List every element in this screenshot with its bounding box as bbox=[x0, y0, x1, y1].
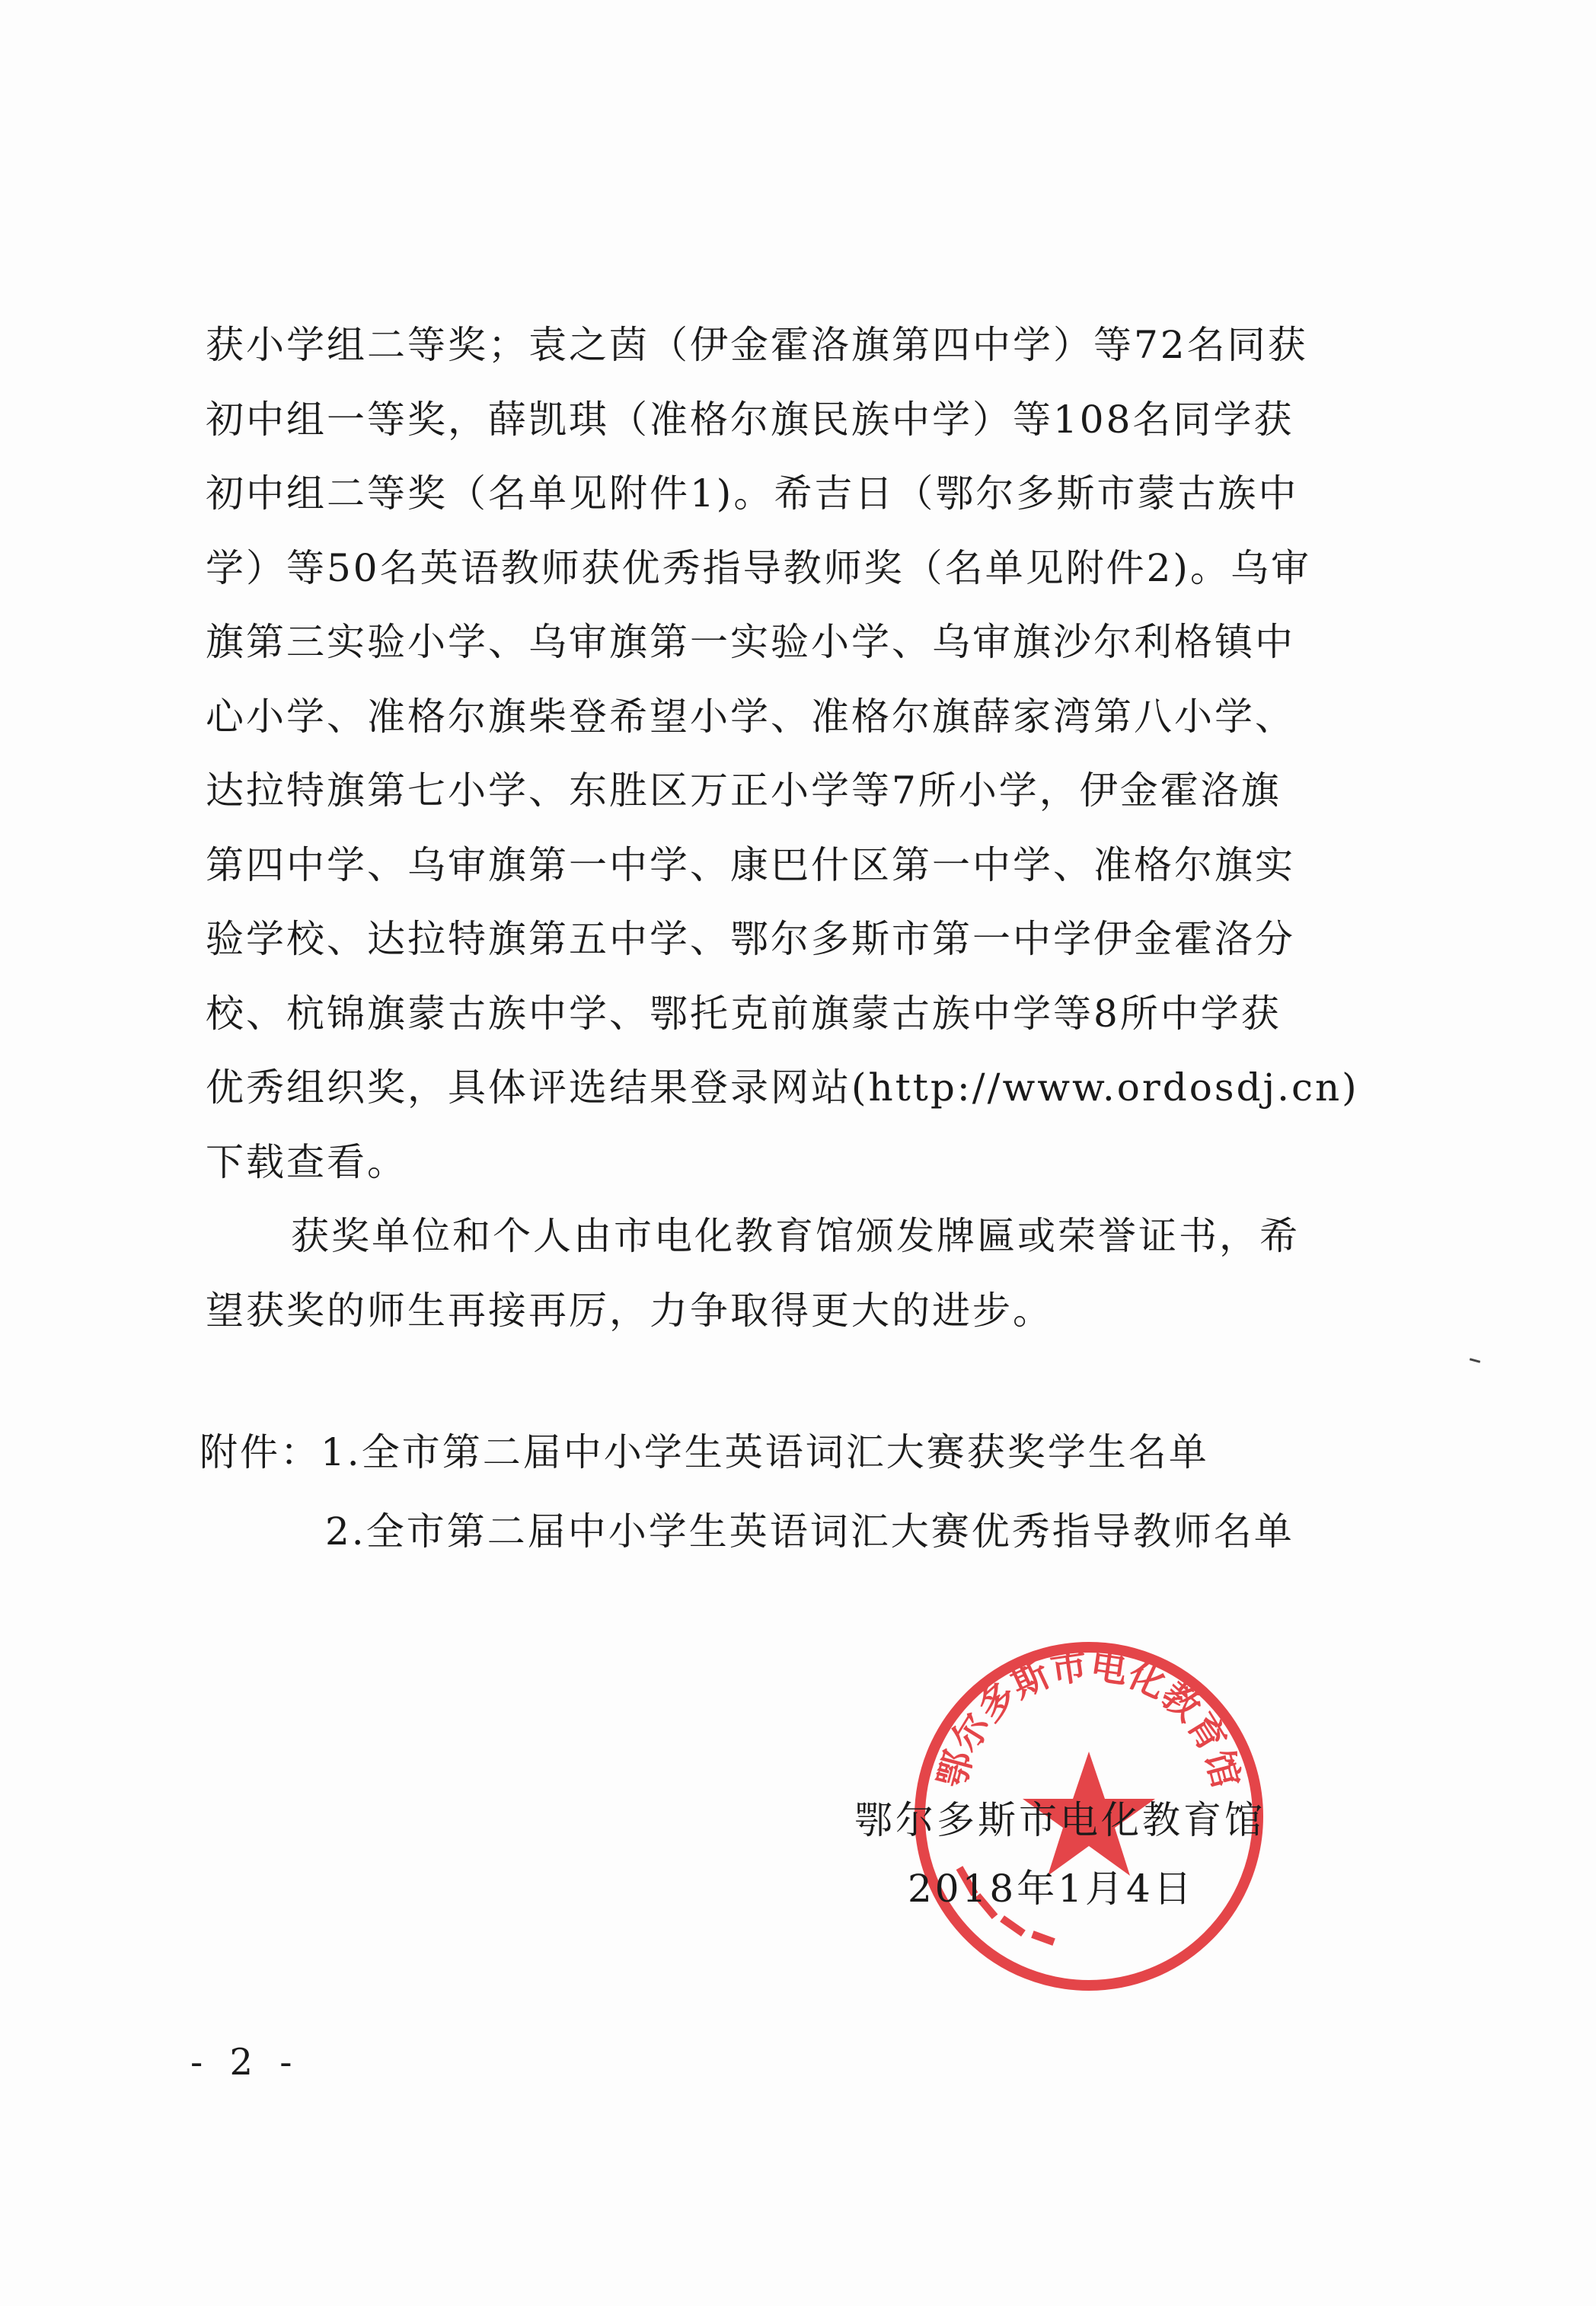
body-text bbox=[206, 308, 1393, 1348]
page-number: - 2 - bbox=[190, 2041, 300, 2084]
attachments bbox=[200, 1413, 1294, 1571]
scan-mark bbox=[1470, 1358, 1480, 1363]
text-line: 下载查看。 bbox=[206, 1139, 407, 1184]
attachment-item-2: 2.全市第二届中小学生英语词汇大赛优秀指导教师名单 bbox=[325, 1509, 1294, 1554]
signature-date: 2018年1月4日 bbox=[908, 1867, 1195, 1911]
text-line: 初中组一等奖，薛凯琪（准格尔旗民族中学）等108名同学获 bbox=[206, 397, 1294, 442]
signature-block bbox=[854, 1786, 1281, 1923]
text-line: 初中组二等奖（名单见附件1)。希吉日（鄂尔多斯市蒙古族中 bbox=[206, 471, 1299, 516]
text-line: 学）等50名英语教师获优秀指导教师奖（名单见附件2)。乌审 bbox=[206, 545, 1311, 590]
text-line: 望获奖的师生再接再厉，力争取得更大的进步。 bbox=[206, 1288, 1053, 1333]
text-line: 验学校、达拉特旗第五中学、鄂尔多斯市第一中学伊金霍洛分 bbox=[206, 917, 1295, 961]
text-line: 优秀组织奖，具体评选结果登录网站(http://www.ordosdj.cn) bbox=[206, 1065, 1359, 1110]
text-line: 旗第三实验小学、乌审旗第一实验小学、乌审旗沙尔利格镇中 bbox=[206, 620, 1295, 664]
text-line: 获奖单位和个人由市电化教育馆颁发牌匾或荣誉证书，希 bbox=[291, 1214, 1300, 1258]
text-line: 达拉特旗第七小学、东胜区万正小学等7所小学，伊金霍洛旗 bbox=[206, 768, 1282, 813]
text-line: 获小学组二等奖；袁之茵（伊金霍洛旗第四中学）等72名同获 bbox=[206, 323, 1308, 367]
attachment-item-1: 1.全市第二届中小学生英语词汇大赛获奖学生名单 bbox=[321, 1430, 1209, 1474]
text-line: 校、杭锦旗蒙古族中学、鄂托克前旗蒙古族中学等8所中学获 bbox=[206, 991, 1282, 1036]
attachment-label: 附件： bbox=[200, 1430, 321, 1474]
text-line: 第四中学、乌审旗第一中学、康巴什区第一中学、准格尔旗实 bbox=[206, 842, 1295, 887]
signature-org: 鄂尔多斯市电化教育馆 bbox=[854, 1798, 1266, 1842]
attachment-line-1 bbox=[200, 1413, 1294, 1492]
seal-text: 鄂尔多斯市电化教育馆 bbox=[930, 1644, 1248, 1793]
text-line: 心小学、准格尔旗柴登希望小学、准格尔旗薛家湾第八小学、 bbox=[206, 694, 1295, 739]
